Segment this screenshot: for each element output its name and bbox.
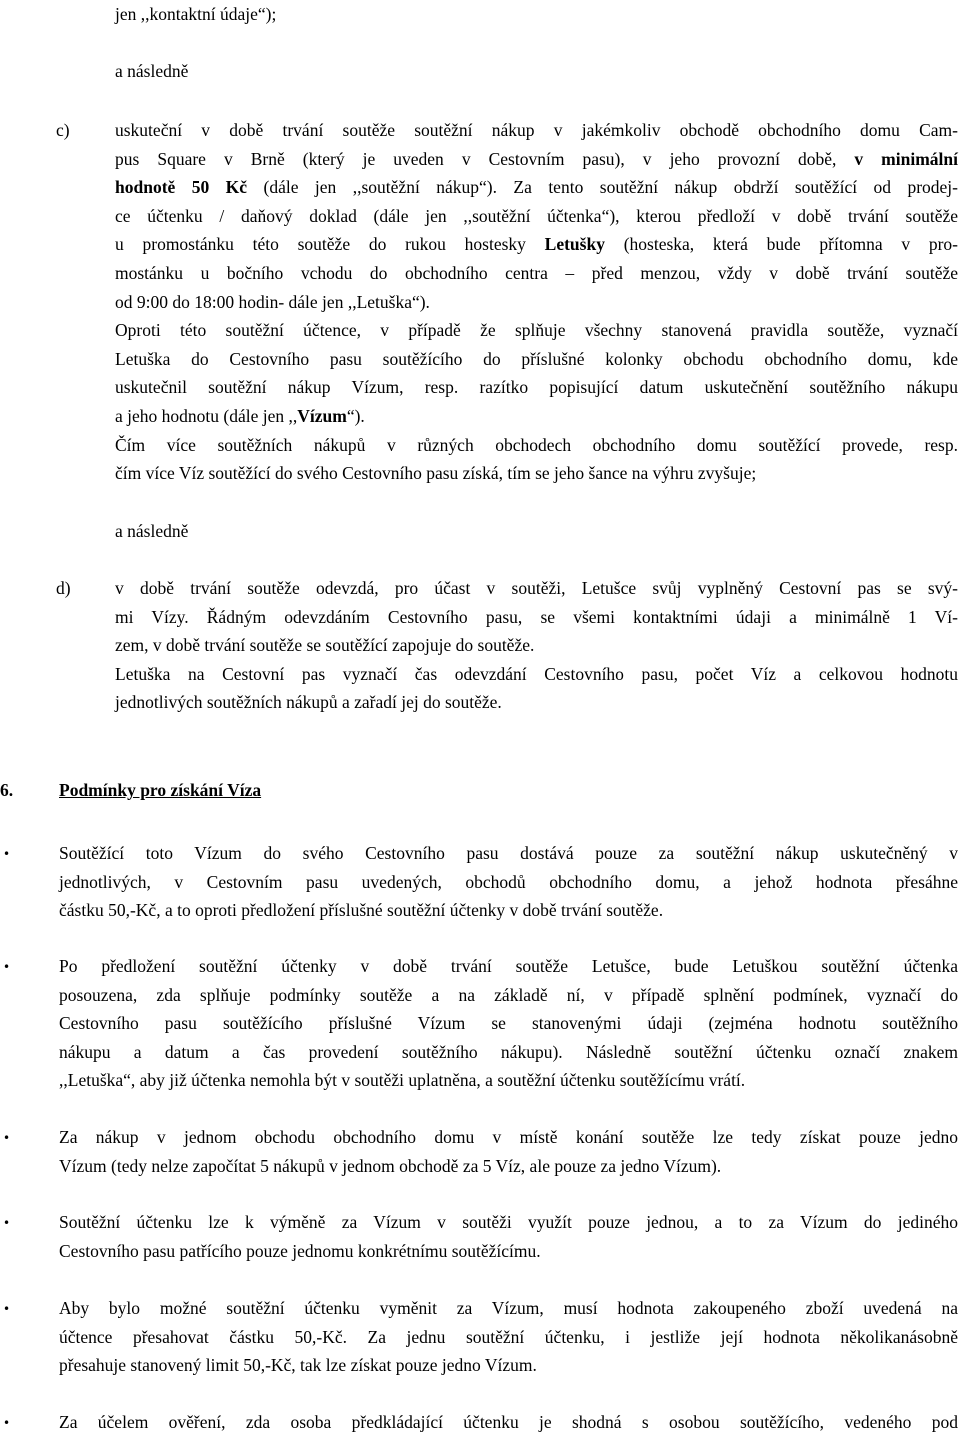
item-c-line: a jeho hodnotu (dále jen ,,Vízum“). <box>115 405 365 426</box>
item-c-line: Čím více soutěžních nákupů v různých obchodech obchodního domu soutěžící provede, resp. <box>115 434 958 455</box>
item-d-label: d) <box>56 578 71 598</box>
bullet-line: ,,Letuška“, aby již účtenka nemohla být v soutěži uplatněna, a soutěžní účtenku soutěžícímu vrátí. <box>59 1070 746 1091</box>
bullet-icon: • <box>3 1216 11 1230</box>
item-d-line: jednotlivých soutěžních nákupů a zařadí jej do soutěže. <box>115 692 502 713</box>
bullet-line: Za nákup v jednom obchodu obchodního domu v místě konání soutěže lze tedy získat pouze jedno <box>59 1127 958 1147</box>
bullet-icon: • <box>3 1416 11 1430</box>
item-c-line: Oproti této soutěžní účtence, v případě že splňuje všechny stanovená pravidla soutěže, vyznačí <box>115 320 958 341</box>
bullet-line: Soutěžní účtenku lze k výměně za Vízum v soutěži využít pouze jednou, a to za Vízum do jediného <box>59 1212 958 1232</box>
bullet-line: nákupu a datum a čas provedení soutěžního nákupu). Následně soutěžní účtenku označí znakem <box>59 1041 958 1062</box>
bullet-line: částku 50,-Kč, a to oproti předložení příslušné soutěžní účtenky v době trvání soutěže. <box>59 900 664 921</box>
bullet-line: Soutěžící toto Vízum do svého Cestovního pasu dostává pouze za soutěžní nákup uskutečněný v <box>59 843 958 863</box>
item-c-line: ce účtenku / daňový doklad (dále jen ,,soutěžní účtenka“), kterou předloží v době trvání soutěže <box>115 205 958 226</box>
bullet-icon: • <box>3 1302 11 1316</box>
item-c-line: od 9:00 do 18:00 hodin- dále jen ,,Letuška“). <box>115 291 430 312</box>
bullet-line: Cestovního pasu patřícího pouze jednomu konkrétnímu soutěžícímu. <box>59 1240 541 1261</box>
item-c-line: u promostánku této soutěže do rukou hostesky Letušky (hosteska, která bude přítomna v pro- <box>115 234 958 255</box>
item-d-line: zem, v době trvání soutěže se soutěžící zapojuje do soutěže. <box>115 635 535 656</box>
item-c-line: Letuška do Cestovního pasu soutěžícího do příslušné kolonky obchodu obchodního domu, kde <box>115 348 958 369</box>
item-d-body <box>115 574 958 717</box>
item-d-line: mi Vízy. Řádným odevzdáním Cestovního pasu, se všemi kontaktními údaji a minimálně 1 Ví- <box>115 606 958 627</box>
bullet-item <box>59 1294 958 1380</box>
bullet-line: Vízum (tedy nelze započítat 5 nákupů v jednom obchodě za 5 Víz, ale pouze za jedno Vízum). <box>59 1155 722 1176</box>
then-connector: a následně <box>115 61 189 81</box>
section-number: 6. <box>0 780 14 800</box>
bullet-line: Cestovního pasu soutěžícího příslušné Vízum se stanovenými údaji (zejména hodnotu soutěžního <box>59 1013 958 1034</box>
item-c-line: mostánku u bočního vchodu do obchodního centra – před menzou, vždy v době trvání soutěže <box>115 262 958 283</box>
contact-details-line: jen ,,kontaktní údaje“); <box>115 4 277 24</box>
item-d-line: Letuška na Cestovní pas vyznačí čas odevzdání Cestovního pasu, počet Víz a celkovou hodnotu <box>115 663 958 684</box>
section-title: Podmínky pro získání Víza <box>59 780 262 800</box>
bullet-line: jednotlivých, v Cestovním pasu uvedených, obchodů obchodního domu, a jehož hodnota přesáhne <box>59 871 958 892</box>
item-c-line: čím více Víz soutěžící do svého Cestovního pasu získá, tím se jeho šance na výhru zvyšuje; <box>115 463 757 484</box>
item-c-label: c) <box>56 120 70 140</box>
bullet-line: Po předložení soutěžní účtenky v době trvání soutěže Letušce, bude Letuškou soutěžní účtenka <box>59 956 958 976</box>
bullet-item <box>59 952 958 1095</box>
then-connector: a následně <box>115 521 189 541</box>
bullet-item <box>59 839 958 925</box>
bullet-icon: • <box>3 1131 11 1145</box>
item-c-line: uskutečnil soutěžní nákup Vízum, resp. razítko popisující datum uskutečnění soutěžního nákupu <box>115 377 958 398</box>
bullet-item <box>59 1123 958 1180</box>
bullet-line: účtence přesahovat částku 50,-Kč. Za jednu soutěžní účtenku, i jestliže její hodnota několikanásobně <box>59 1326 958 1347</box>
item-c-line: uskuteční v době trvání soutěže soutěžní nákup v jakémkoliv obchodě obchodního domu Cam- <box>115 120 958 140</box>
bullet-line: Za účelem ověření, zda osoba předkládající účtenku je shodná s osobou soutěžícího, vedeného pod <box>59 1412 958 1432</box>
item-c-line: hodnotě 50 Kč (dále jen ,,soutěžní nákup“). Za tento soutěžní nákup obdrží soutěžící od prodej- <box>115 177 958 198</box>
bullet-line: přesahuje stanovený limit 50,-Kč, tak lze získat pouze jedno Vízum. <box>59 1355 537 1376</box>
item-c-line: pus Square v Brně (který je uveden v Cestovním pasu), v jeho provozní době, v minimální <box>115 148 958 169</box>
bullet-item <box>59 1408 958 1437</box>
bullet-item <box>59 1208 958 1265</box>
bullet-icon: • <box>3 960 11 974</box>
item-d-line: v době trvání soutěže odevzdá, pro účast v soutěži, Letušce svůj vyplněný Cestovní pas se svý- <box>115 578 958 598</box>
item-c-body <box>115 116 958 488</box>
bullet-line: Aby bylo možné soutěžní účtenku vyměnit za Vízum, musí hodnota zakoupeného zboží uvedená na <box>59 1298 958 1318</box>
bullet-icon: • <box>3 847 11 861</box>
bullet-line: posouzena, zda splňuje podmínky soutěže a na základě ní, v případě splnění podmínek, vyznačí do <box>59 984 958 1005</box>
